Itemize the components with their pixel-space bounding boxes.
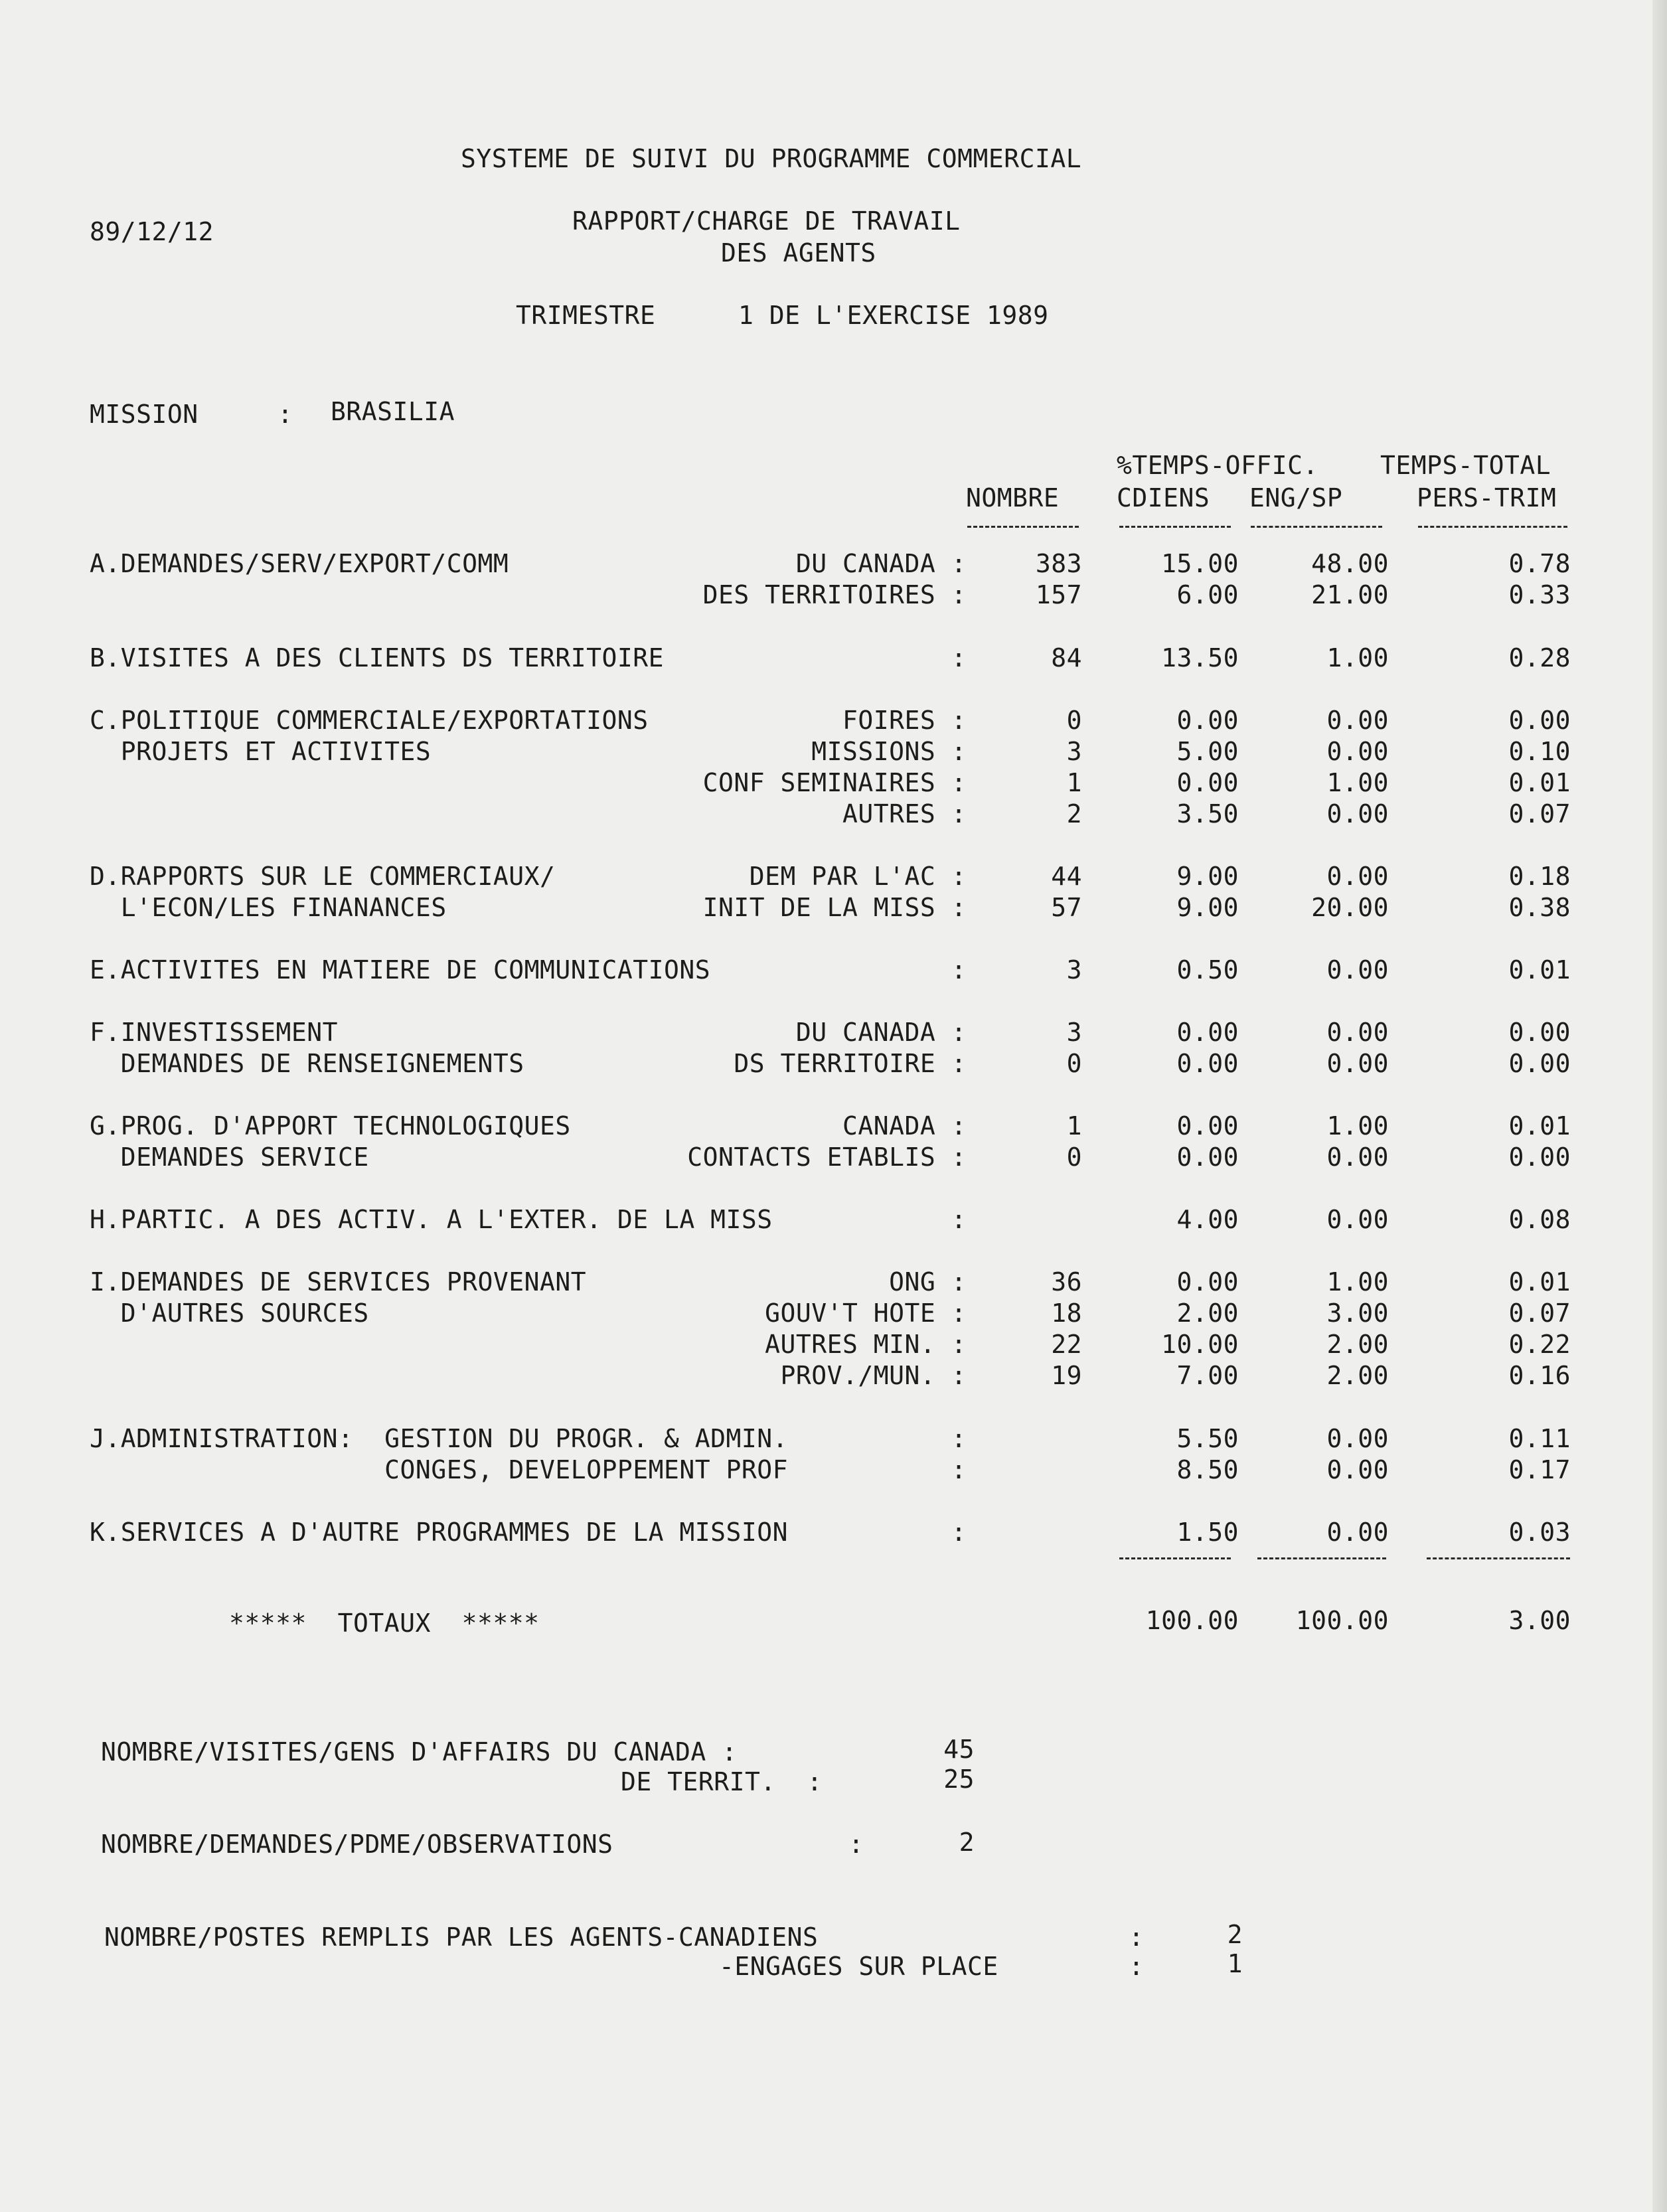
row-label: C.POLITIQUE COMMERCIALE/EXPORTATIONS: [90, 706, 649, 735]
row-sublabel: :: [951, 1455, 967, 1484]
row-engsp: 1.00: [1326, 1267, 1389, 1297]
row-engsp: 0.00: [1326, 1049, 1389, 1078]
row-label: K.SERVICES A D'AUTRE PROGRAMMES DE LA MISSION: [90, 1518, 789, 1547]
row-cdiens: 0.00: [1176, 1018, 1239, 1047]
row-sublabel: CANADA :: [842, 1111, 967, 1141]
row-nombre: 0: [1066, 1049, 1082, 1078]
row-nombre: 36: [1051, 1267, 1082, 1297]
row-engsp: 0.00: [1326, 1455, 1389, 1484]
row-cdiens: 0.50: [1176, 955, 1239, 985]
row-cdiens: 8.50: [1176, 1455, 1239, 1484]
row-nombre: 3: [1066, 737, 1082, 766]
row-engsp: 0.00: [1326, 1424, 1389, 1453]
row-cdiens: 4.00: [1176, 1205, 1239, 1234]
row-engsp: 0.00: [1326, 955, 1389, 985]
row-label: F.INVESTISSEMENT: [90, 1018, 339, 1047]
row-pers-trim: 0.07: [1508, 799, 1571, 829]
row-pers-trim: 0.28: [1508, 643, 1571, 672]
row-cdiens: 5.50: [1176, 1424, 1239, 1453]
row-pers-trim: 0.01: [1508, 955, 1571, 985]
report-title-line-2: DES AGENTS: [721, 238, 876, 268]
row-pers-trim: 0.16: [1508, 1361, 1571, 1390]
row-nombre: 19: [1051, 1361, 1082, 1390]
row-nombre: 0: [1066, 1143, 1082, 1172]
row-label: G.PROG. D'APPORT TECHNOLOGIQUES: [90, 1111, 571, 1141]
row-pers-trim: 0.01: [1508, 1111, 1571, 1141]
row-cdiens: 9.00: [1176, 893, 1239, 922]
row-pers-trim: 0.18: [1508, 862, 1571, 891]
row-pers-trim: 0.00: [1508, 1018, 1571, 1047]
row-label: D'AUTRES SOURCES: [90, 1299, 369, 1328]
col-header-engsp: ENG/SP: [1249, 483, 1343, 513]
row-cdiens: 9.00: [1176, 862, 1239, 891]
demandes-value: 2: [959, 1828, 975, 1857]
row-pers-trim: 0.00: [1508, 1143, 1571, 1172]
row-sublabel: :: [951, 1518, 967, 1547]
row-engsp: 1.00: [1326, 643, 1389, 672]
row-sublabel: DU CANADA :: [795, 549, 967, 578]
totals-underline-pers-trim: [1427, 1557, 1570, 1559]
row-pers-trim: 0.33: [1508, 580, 1571, 609]
row-sublabel: DU CANADA :: [795, 1018, 967, 1047]
row-nombre: 2: [1066, 799, 1082, 829]
row-sublabel: DS TERRITOIRE :: [734, 1049, 967, 1078]
report-date: 89/12/12: [90, 217, 214, 246]
page-edge: [1652, 0, 1667, 2212]
postes-canadiens-label: NOMBRE/POSTES REMPLIS PAR LES AGENTS-CANADIENS: [104, 1923, 819, 1952]
system-title: SYSTEME DE SUIVI DU PROGRAMME COMMERCIAL: [461, 144, 1082, 173]
row-label: I.DEMANDES DE SERVICES PROVENANT: [90, 1267, 587, 1297]
row-engsp: 0.00: [1326, 1205, 1389, 1234]
row-sublabel: PROV./MUN. :: [780, 1361, 967, 1390]
row-sublabel: :: [951, 955, 967, 985]
row-cdiens: 0.00: [1176, 1111, 1239, 1141]
row-nombre: 0: [1066, 706, 1082, 735]
row-engsp: 0.00: [1326, 737, 1389, 766]
demandes-label: NOMBRE/DEMANDES/PDME/OBSERVATIONS: [101, 1830, 613, 1859]
totals-label: ***** TOTAUX *****: [229, 1609, 540, 1638]
row-label: B.VISITES A DES CLIENTS DS TERRITOIRE: [90, 643, 664, 672]
engages-sur-place-colon: :: [1129, 1952, 1145, 1981]
row-engsp: 2.00: [1326, 1361, 1389, 1390]
row-cdiens: 15.00: [1161, 549, 1239, 578]
row-cdiens: 0.00: [1176, 1267, 1239, 1297]
header-underline-engsp: [1251, 526, 1382, 528]
row-engsp: 0.00: [1326, 1518, 1389, 1547]
visites-territ-label: DE TERRIT. :: [621, 1767, 823, 1796]
row-cdiens: 6.00: [1176, 580, 1239, 609]
row-engsp: 0.00: [1326, 799, 1389, 829]
row-cdiens: 3.50: [1176, 799, 1239, 829]
row-label: E.ACTIVITES EN MATIERE DE COMMUNICATIONS: [90, 955, 711, 985]
row-engsp: 48.00: [1311, 549, 1389, 578]
row-label: CONGES, DEVELOPPEMENT PROF: [90, 1455, 789, 1484]
row-engsp: 3.00: [1326, 1299, 1389, 1328]
col-header-temps-offic: %TEMPS-OFFIC.: [1117, 451, 1318, 480]
totals-engsp: 100.00: [1295, 1606, 1389, 1635]
trimestre-label: TRIMESTRE: [516, 301, 656, 330]
row-sublabel: DES TERRITOIRES :: [702, 580, 967, 609]
engages-sur-place-label: -ENGAGES SUR PLACE: [719, 1952, 998, 1981]
row-sublabel: ONG :: [889, 1267, 967, 1297]
header-underline-nombre: [967, 526, 1079, 528]
row-cdiens: 5.00: [1176, 737, 1239, 766]
row-cdiens: 2.00: [1176, 1299, 1239, 1328]
row-pers-trim: 0.03: [1508, 1518, 1571, 1547]
row-sublabel: :: [951, 1424, 967, 1453]
row-sublabel: :: [951, 643, 967, 672]
row-cdiens: 0.00: [1176, 768, 1239, 797]
row-pers-trim: 0.01: [1508, 768, 1571, 797]
row-nombre: 18: [1051, 1299, 1082, 1328]
row-sublabel: DEM PAR L'AC :: [749, 862, 967, 891]
row-sublabel: MISSIONS :: [811, 737, 967, 766]
row-engsp: 0.00: [1326, 862, 1389, 891]
row-sublabel: GOUV'T HOTE :: [765, 1299, 967, 1328]
row-label: DEMANDES SERVICE: [90, 1143, 369, 1172]
postes-canadiens-colon: :: [1129, 1923, 1145, 1952]
row-cdiens: 7.00: [1176, 1361, 1239, 1390]
row-engsp: 0.00: [1326, 706, 1389, 735]
row-engsp: 20.00: [1311, 893, 1389, 922]
row-nombre: 1: [1066, 768, 1082, 797]
visites-canada-label: NOMBRE/VISITES/GENS D'AFFAIRS DU CANADA :: [101, 1737, 738, 1767]
totals-pers-trim: 3.00: [1508, 1606, 1571, 1635]
row-pers-trim: 0.08: [1508, 1205, 1571, 1234]
mission-label: MISSION: [90, 400, 198, 429]
row-cdiens: 13.50: [1161, 643, 1239, 672]
row-pers-trim: 0.38: [1508, 893, 1571, 922]
row-cdiens: 0.00: [1176, 1143, 1239, 1172]
row-nombre: 22: [1051, 1330, 1082, 1359]
demandes-colon: :: [848, 1830, 864, 1859]
postes-canadiens-value: 2: [1227, 1920, 1243, 1949]
header-underline-pers-trim: [1418, 526, 1567, 528]
row-pers-trim: 0.01: [1508, 1267, 1571, 1297]
mission-colon: :: [278, 400, 293, 429]
row-pers-trim: 0.17: [1508, 1455, 1571, 1484]
row-label: D.RAPPORTS SUR LE COMMERCIAUX/: [90, 862, 556, 891]
engages-sur-place-value: 1: [1227, 1949, 1243, 1978]
totals-cdiens: 100.00: [1145, 1606, 1239, 1635]
row-label: A.DEMANDES/SERV/EXPORT/COMM: [90, 549, 509, 578]
row-sublabel: AUTRES :: [842, 799, 967, 829]
row-sublabel: AUTRES MIN. :: [765, 1330, 967, 1359]
row-engsp: 1.00: [1326, 1111, 1389, 1141]
row-nombre: 383: [1035, 549, 1082, 578]
row-pers-trim: 0.00: [1508, 1049, 1571, 1078]
col-header-temps-total: TEMPS-TOTAL: [1380, 451, 1551, 480]
row-nombre: 3: [1066, 1018, 1082, 1047]
row-engsp: 21.00: [1311, 580, 1389, 609]
row-sublabel: :: [951, 1205, 967, 1234]
row-label: J.ADMINISTRATION: GESTION DU PROGR. & ADMIN.: [90, 1424, 789, 1453]
row-sublabel: INIT DE LA MISS :: [702, 893, 967, 922]
visites-canada-value: 45: [943, 1735, 975, 1764]
row-engsp: 0.00: [1326, 1018, 1389, 1047]
col-header-nombre: NOMBRE: [966, 483, 1060, 513]
row-pers-trim: 0.10: [1508, 737, 1571, 766]
row-cdiens: 10.00: [1161, 1330, 1239, 1359]
row-label: H.PARTIC. A DES ACTIV. A L'EXTER. DE LA MISS: [90, 1205, 773, 1234]
mission-value: BRASILIA: [331, 397, 455, 426]
trimestre-value: 1 DE L'EXERCISE 1989: [738, 301, 1049, 330]
col-header-pers-trim: PERS-TRIM: [1417, 483, 1557, 513]
row-nombre: 157: [1035, 580, 1082, 609]
row-cdiens: 1.50: [1176, 1518, 1239, 1547]
row-nombre: 44: [1051, 862, 1082, 891]
row-label: DEMANDES DE RENSEIGNEMENTS: [90, 1049, 524, 1078]
header-underline-cdiens: [1119, 526, 1231, 528]
row-pers-trim: 0.22: [1508, 1330, 1571, 1359]
row-engsp: 0.00: [1326, 1143, 1389, 1172]
totals-underline-cdiens: [1119, 1557, 1231, 1559]
row-sublabel: CONF SEMINAIRES :: [702, 768, 967, 797]
visites-territ-value: 25: [943, 1765, 975, 1794]
row-nombre: 3: [1066, 955, 1082, 985]
row-sublabel: CONTACTS ETABLIS :: [687, 1143, 967, 1172]
row-cdiens: 0.00: [1176, 706, 1239, 735]
row-pers-trim: 0.00: [1508, 706, 1571, 735]
row-pers-trim: 0.07: [1508, 1299, 1571, 1328]
row-engsp: 2.00: [1326, 1330, 1389, 1359]
row-pers-trim: 0.11: [1508, 1424, 1571, 1453]
row-engsp: 1.00: [1326, 768, 1389, 797]
row-label: L'ECON/LES FINANANCES: [90, 893, 447, 922]
col-header-cdiens: CDIENS: [1117, 483, 1210, 513]
row-pers-trim: 0.78: [1508, 549, 1571, 578]
row-nombre: 1: [1066, 1111, 1082, 1141]
row-cdiens: 0.00: [1176, 1049, 1239, 1078]
row-sublabel: FOIRES :: [842, 706, 967, 735]
totals-underline-engsp: [1257, 1557, 1386, 1559]
report-title-line-1: RAPPORT/CHARGE DE TRAVAIL: [572, 206, 961, 236]
row-label: PROJETS ET ACTIVITES: [90, 737, 432, 766]
row-nombre: 57: [1051, 893, 1082, 922]
row-nombre: 84: [1051, 643, 1082, 672]
